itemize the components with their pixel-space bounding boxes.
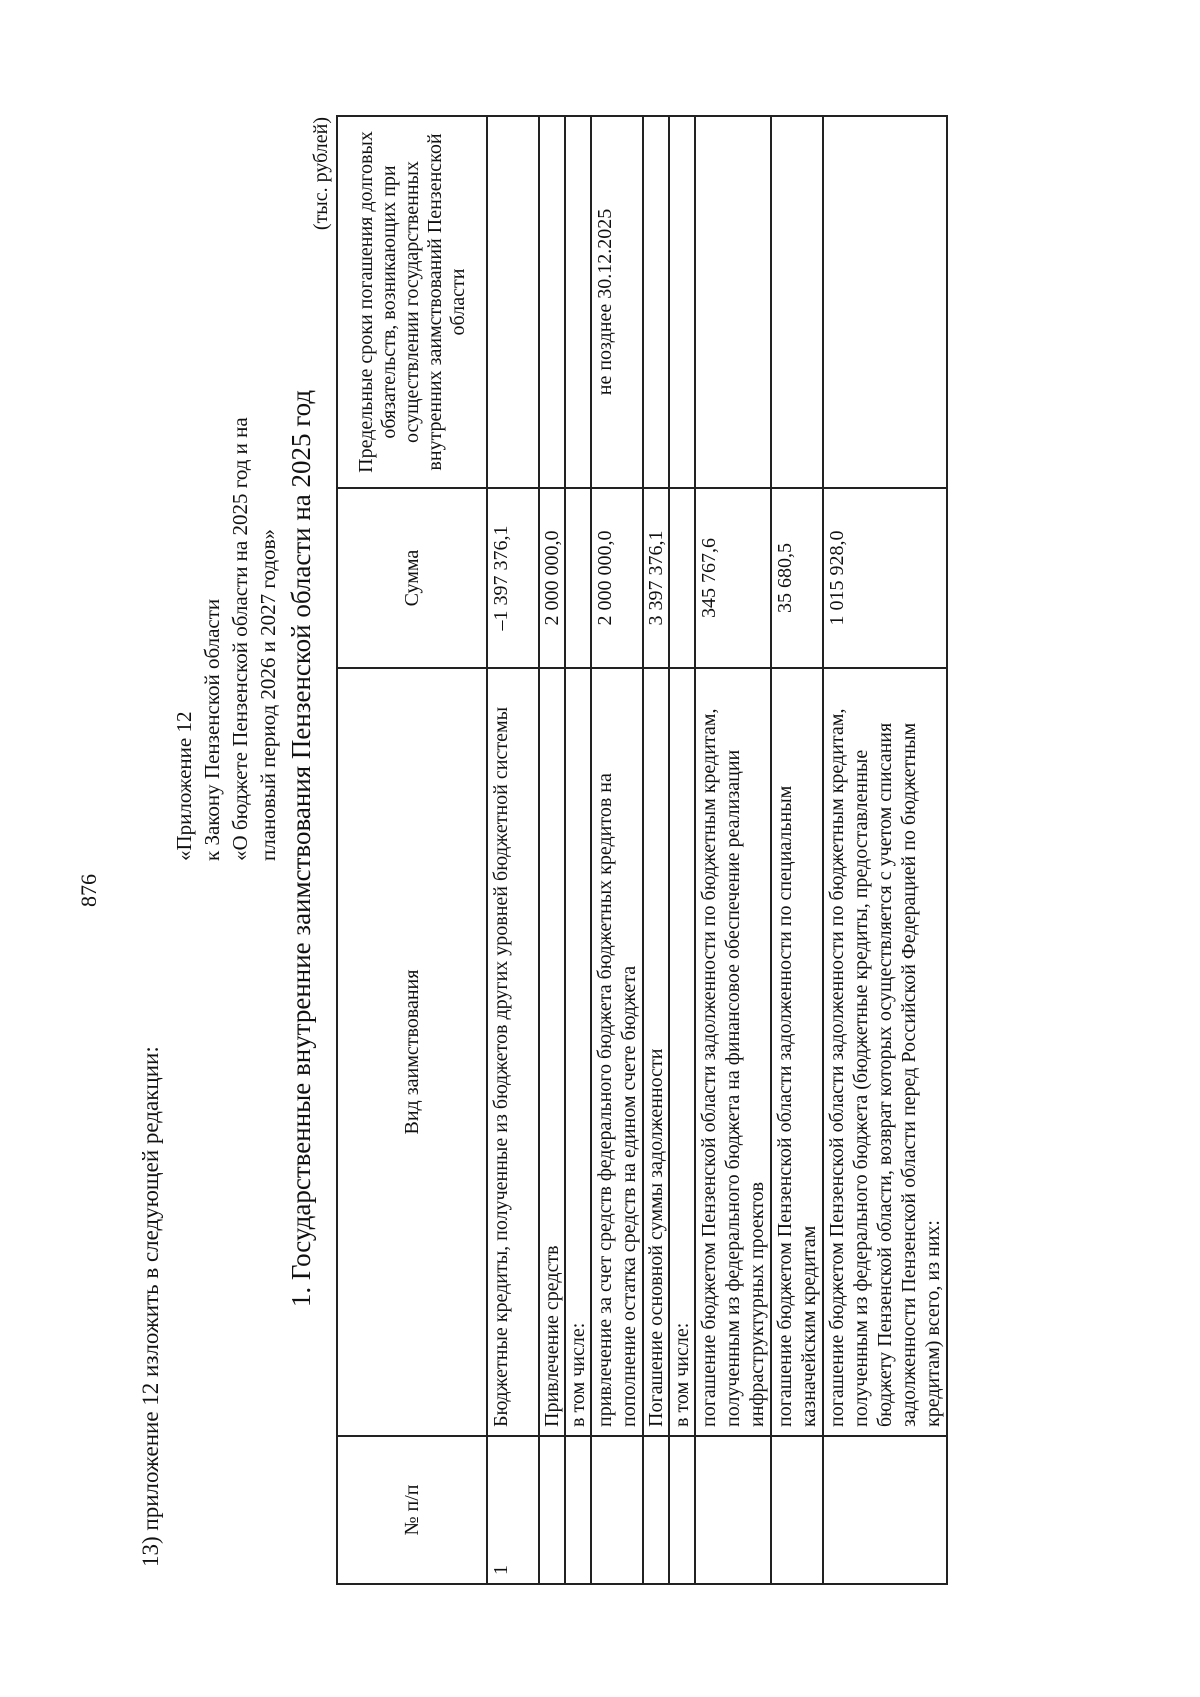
cell-type: погашение бюджетом Пензенской области задолженности по специальным казначейским кредитам — [771, 668, 823, 1436]
cell-term — [695, 116, 771, 488]
cell-sum: 3 397 376,1 — [643, 488, 669, 668]
cell-type: Бюджетные кредиты, полученные из бюджетов других уровней бюджетной системы — [487, 668, 539, 1436]
table-row — [487, 116, 539, 1584]
cell-term — [643, 116, 669, 488]
cell-type: в том числе: — [565, 668, 591, 1436]
annex-line: «О бюджете Пензенской области на 2025 год и на — [228, 417, 252, 861]
cell-sum: 1 015 928,0 — [823, 488, 947, 668]
cell-no — [643, 1436, 669, 1584]
header-type: Вид заимствования — [337, 668, 487, 1436]
table-row — [823, 116, 947, 1584]
annex-block — [170, 417, 282, 861]
cell-term: не позднее 30.12.2025 — [591, 116, 643, 488]
cell-type: Погашение основной суммы задолженности — [643, 668, 669, 1436]
table-row — [695, 116, 771, 1584]
cell-sum: –1 397 376,1 — [487, 488, 539, 668]
cell-type: в том числе: — [669, 668, 695, 1436]
page-number: 876 — [76, 874, 101, 907]
cell-type: погашение бюджетом Пензенской области задолженности по бюджетным кредитам, полученным из федерального бюджета на финансовое обеспечение реализации инфраструктурных проектов — [695, 668, 771, 1436]
cell-sum — [565, 488, 591, 668]
cell-type: погашение бюджетом Пензенской области задолженности по бюджетным кредитам, полученным из федерального бюджета (бюджетные кредиты, предоставленные бюджету Пензенской области, возврат которых осуществляется с учетом списания задолженности Пензенской области перед Российской Федерацией по бюджетным кредитам) всего, из них: — [823, 668, 947, 1436]
cell-sum: 2 000 000,0 — [591, 488, 643, 668]
table-row — [669, 116, 695, 1584]
cell-no — [771, 1436, 823, 1584]
cell-term — [565, 116, 591, 488]
cell-type: привлечение за счет средств федерального бюджета бюджетных кредитов на пополнение остатка средств на едином счете бюджета — [591, 668, 643, 1436]
table-row — [771, 116, 823, 1584]
cell-no — [565, 1436, 591, 1584]
cell-term — [539, 116, 565, 488]
intro-text: 13) приложение 12 изложить в следующей редакции: — [138, 1046, 163, 1567]
cell-type: Привлечение средств — [539, 668, 565, 1436]
cell-no — [539, 1436, 565, 1584]
cell-no: 1 — [487, 1436, 539, 1584]
header-term: Предельные сроки погашения долговых обязательств, возникающих при осуществлении государственных внутренних заимствований Пензенской области — [337, 116, 487, 488]
header-no: № п/п — [337, 1436, 487, 1584]
page-title: 1. Государственные внутренние заимствования Пензенской области на 2025 год — [286, 389, 316, 1308]
cell-sum — [669, 488, 695, 668]
annex-line: плановый период 2026 и 2027 годов» — [256, 529, 280, 861]
table-header-row — [337, 116, 487, 1584]
cell-sum: 35 680,5 — [771, 488, 823, 668]
table-row — [565, 116, 591, 1584]
header-sum: Сумма — [337, 488, 487, 668]
cell-no — [669, 1436, 695, 1584]
cell-sum: 2 000 000,0 — [539, 488, 565, 668]
cell-term — [669, 116, 695, 488]
cell-no — [591, 1436, 643, 1584]
cell-term — [823, 116, 947, 488]
cell-no — [823, 1436, 947, 1584]
cell-term — [771, 116, 823, 488]
table-row — [643, 116, 669, 1584]
annex-line: к Закону Пензенской области — [200, 598, 224, 861]
table-row — [591, 116, 643, 1584]
units-note: (тыс. рублей) — [310, 117, 332, 231]
annex-line: «Приложение 12 — [172, 711, 196, 861]
cell-no — [695, 1436, 771, 1584]
cell-sum: 345 767,6 — [695, 488, 771, 668]
borrowings-table — [336, 115, 948, 1585]
table-row — [539, 116, 565, 1584]
cell-term — [487, 116, 539, 488]
